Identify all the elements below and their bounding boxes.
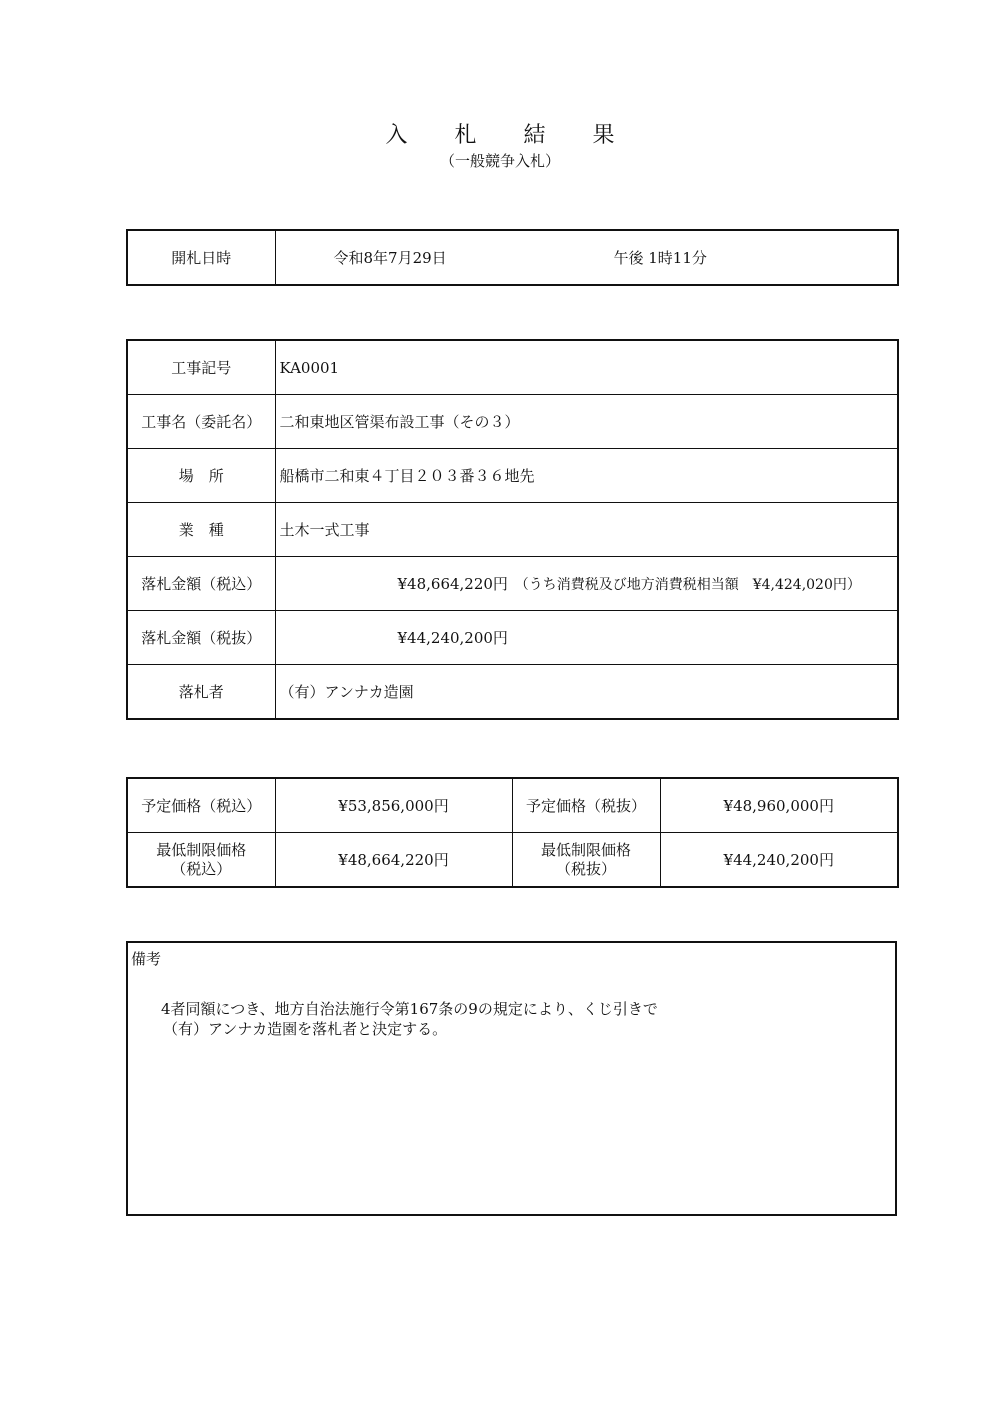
remarks-line-2: （有）アンナカ造園を落札者と決定する。: [163, 1020, 448, 1038]
price-row-minimum: [127, 833, 898, 888]
planned-incl-value: ¥53,856,000円: [275, 778, 512, 833]
info-row-project-name: [127, 395, 898, 449]
info-row-industry: [127, 503, 898, 557]
project-info-table: [126, 339, 899, 720]
award-excl-value: ¥44,240,200円: [397, 629, 508, 647]
opening-date: 令和8年7月29日: [333, 249, 447, 267]
project-name-label: 工事名（委託名）: [127, 395, 275, 449]
min-excl-label-line2: （税抜）: [555, 859, 616, 878]
industry-label: 業 種: [127, 503, 275, 557]
project-code-label: 工事記号: [127, 340, 275, 395]
winner-value: （有）アンナカ造園: [275, 665, 898, 720]
award-incl-label: 落札金額（税込）: [127, 557, 275, 611]
info-row-award-incl-tax: [127, 557, 898, 611]
info-row-award-excl-tax: [127, 611, 898, 665]
remarks-line-1: 4者同額につき、地方自治法施行令第167条の9の規定により、くじ引きで: [161, 1000, 658, 1018]
price-table: [126, 777, 899, 888]
project-code-value: KA0001: [275, 340, 898, 395]
remarks-heading: 備考: [131, 950, 162, 968]
award-tax-note: （うち消費税及び地方消費税相当額 ¥4,424,020円）: [514, 577, 861, 593]
award-incl-value: ¥48,664,220円: [397, 575, 508, 593]
planned-excl-label: 予定価格（税抜）: [512, 778, 660, 833]
info-row-winner: [127, 665, 898, 720]
min-excl-value: ¥44,240,200円: [660, 833, 898, 888]
page-subtitle: （一般競争入札）: [439, 152, 560, 170]
opening-value: [275, 230, 898, 285]
opening-row: [127, 230, 898, 285]
min-excl-label-line1: 最低制限価格: [540, 840, 631, 859]
min-incl-label: [127, 833, 275, 888]
project-name-value: 二和東地区管渠布設工事（その３）: [275, 395, 898, 449]
min-incl-value: ¥48,664,220円: [275, 833, 512, 888]
opening-time: 午後 1時11分: [613, 249, 707, 267]
planned-incl-label: 予定価格（税込）: [127, 778, 275, 833]
min-incl-label-line1: 最低制限価格: [156, 840, 247, 859]
planned-excl-value: ¥48,960,000円: [660, 778, 898, 833]
page-title: 入 札 結 果: [385, 123, 635, 148]
price-row-planned: [127, 778, 898, 833]
min-excl-label: [512, 833, 660, 888]
opening-label: 開札日時: [127, 230, 275, 285]
remarks-body: [161, 999, 658, 1039]
award-excl-cell: [275, 611, 898, 665]
location-value: 船橋市二和東４丁目２０３番３６地先: [275, 449, 898, 503]
remarks-box: [126, 941, 897, 1216]
industry-value: 土木一式工事: [275, 503, 898, 557]
award-excl-label: 落札金額（税抜）: [127, 611, 275, 665]
award-incl-cell: [275, 557, 898, 611]
info-row-location: [127, 449, 898, 503]
min-incl-label-line2: （税込）: [171, 859, 232, 878]
location-label: 場 所: [127, 449, 275, 503]
opening-datetime-table: [126, 229, 899, 286]
winner-label: 落札者: [127, 665, 275, 720]
info-row-project-code: [127, 340, 898, 395]
